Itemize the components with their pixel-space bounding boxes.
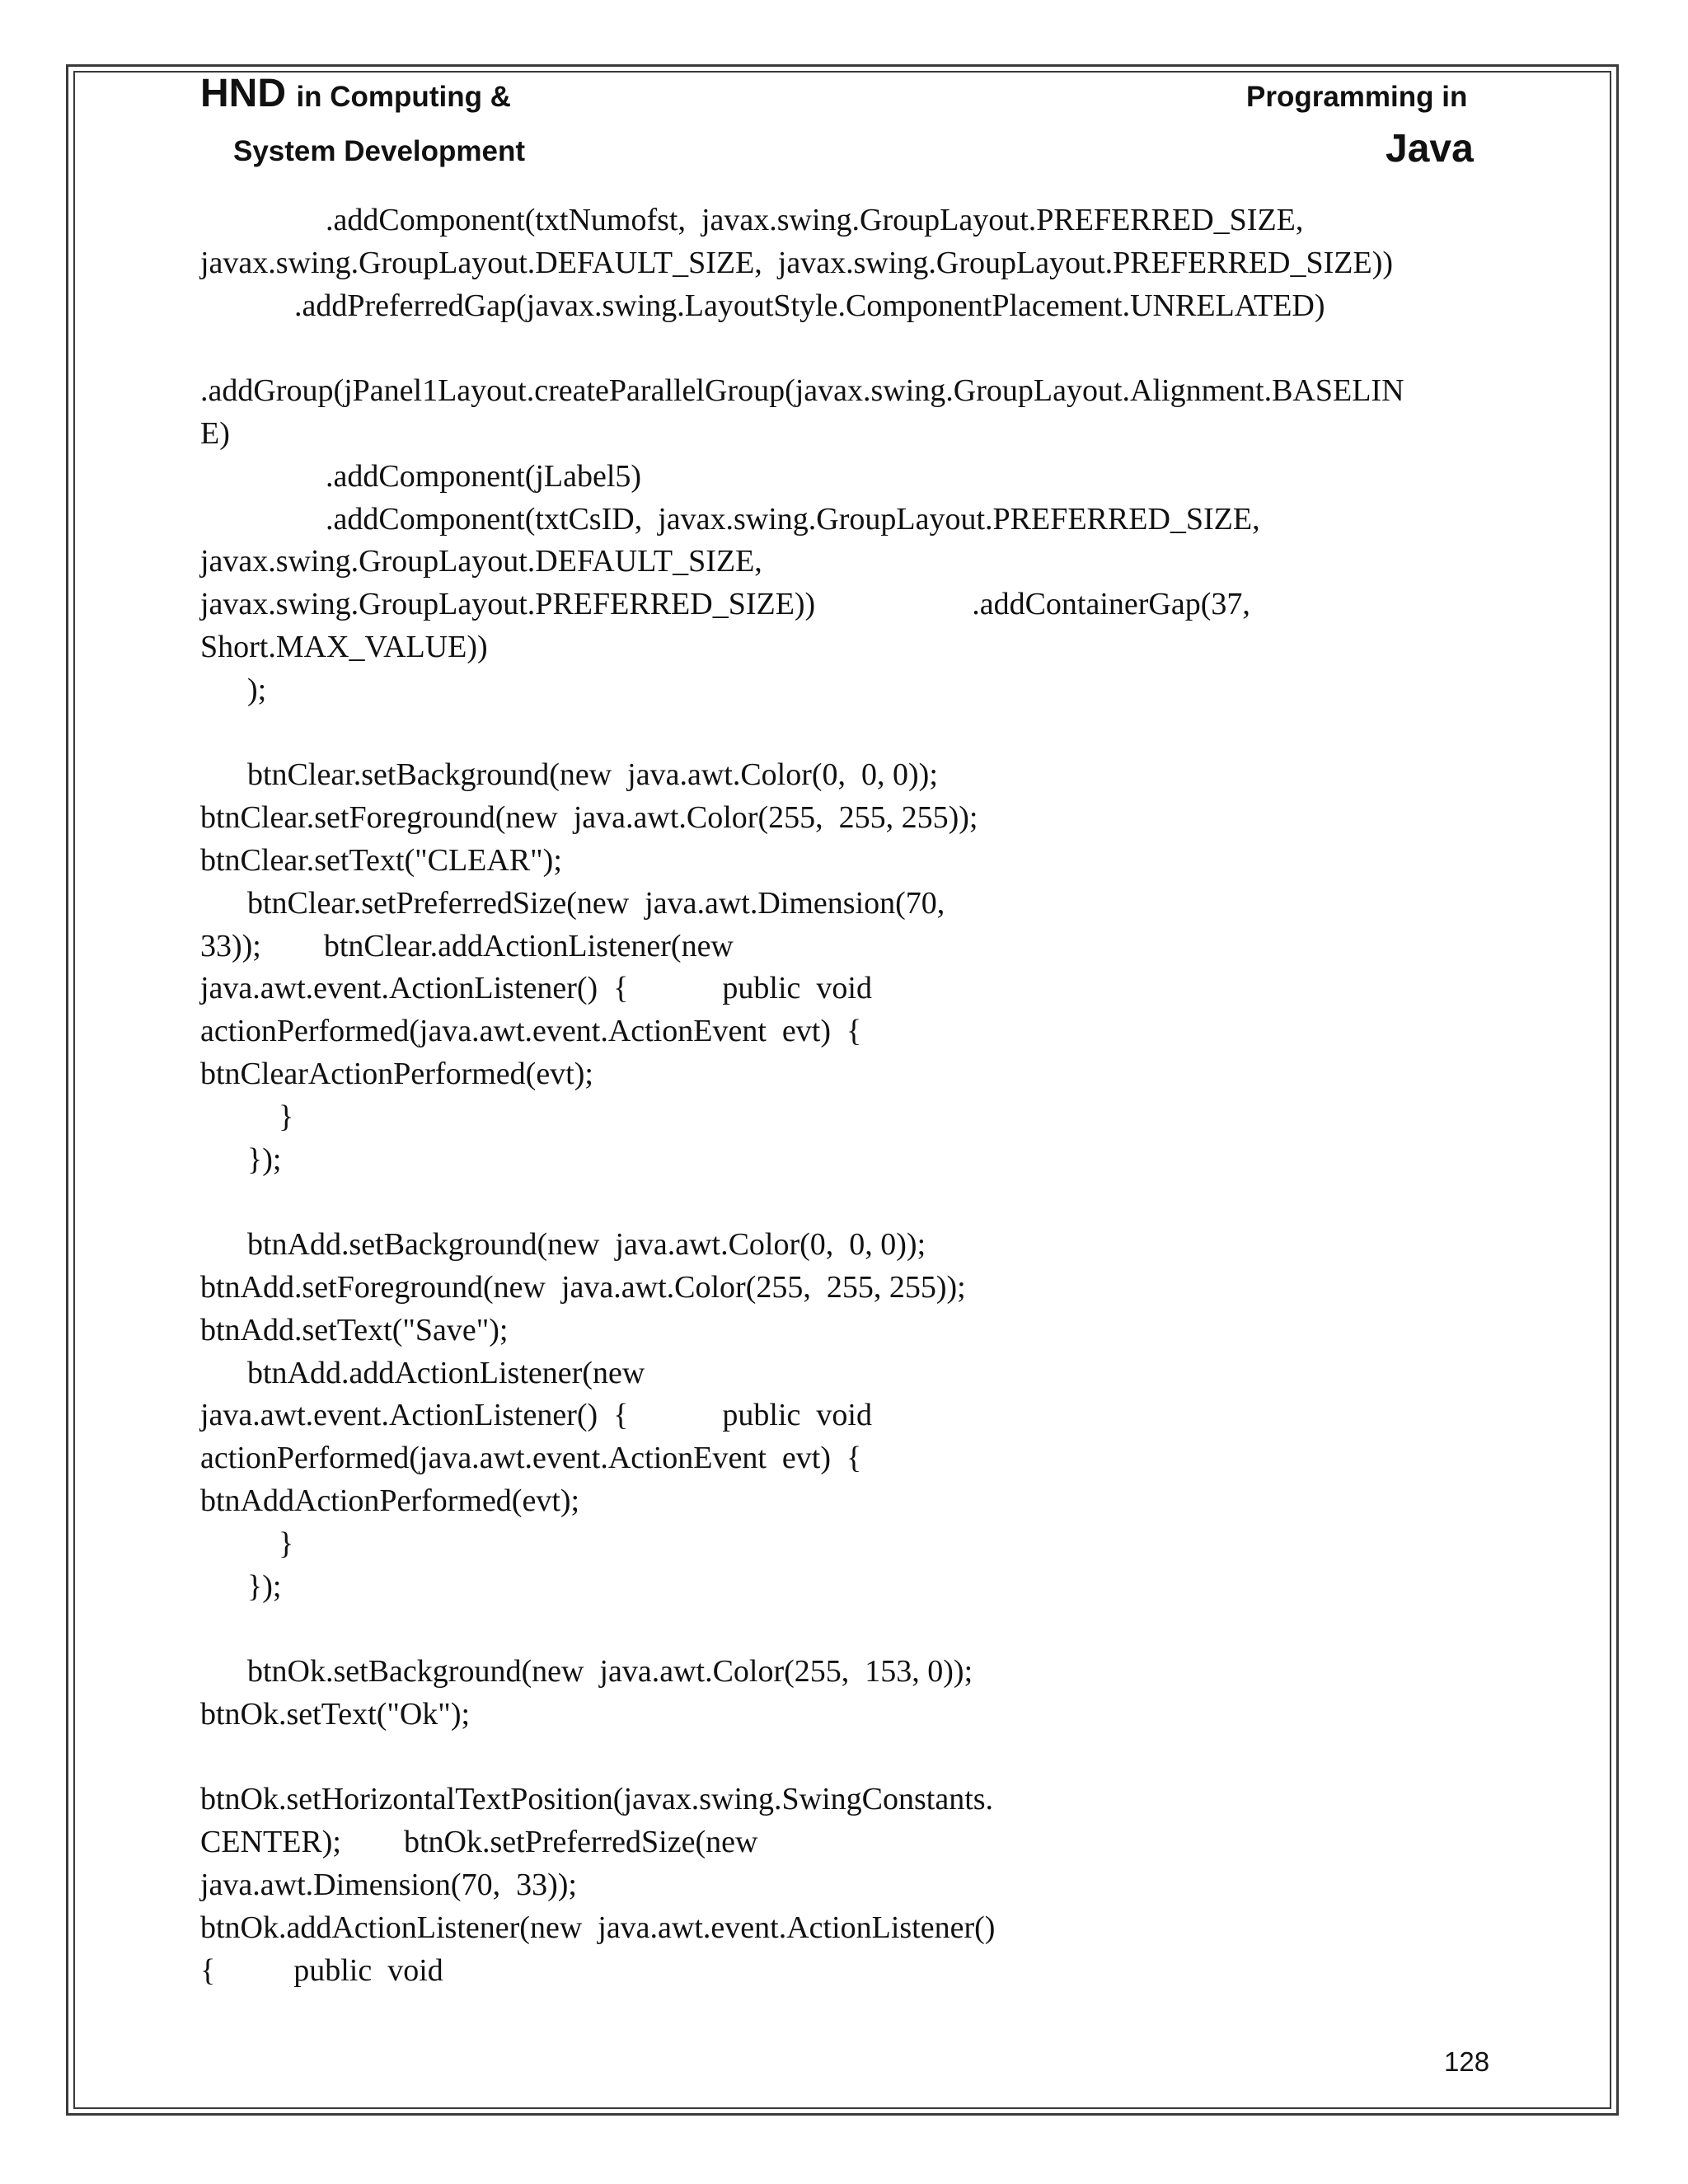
code-line: .addGroup(jPanel1Layout.createParallelGroup(javax.swing.GroupLayout.Alignment.BASELIN [200, 373, 1404, 409]
code-line: javax.swing.GroupLayout.PREFERRED_SIZE)) .addContainerGap(37, [200, 587, 1250, 622]
code-line [200, 327, 1486, 370]
code-line [200, 1608, 1486, 1651]
code-line: btnAdd.setForeground(new java.awt.Color(255, 255, 255)); [200, 1269, 966, 1305]
code-line: ); [200, 672, 267, 707]
code-line: btnClear.setForeground(new java.awt.Color(255, 255, 255)); [200, 800, 978, 836]
code-line [200, 1736, 1486, 1779]
code-line: } [200, 1526, 294, 1561]
page-number: 128 [1444, 2046, 1490, 2077]
code-listing [200, 199, 1486, 1992]
header-system-development: System Development [233, 135, 526, 167]
code-line: btnOk.setText("Ok"); [200, 1696, 471, 1732]
code-line: java.awt.event.ActionListener() { public void [200, 971, 872, 1006]
code-line: actionPerformed(java.awt.event.ActionEvent evt) { [200, 1014, 862, 1049]
code-line: btnAddActionPerformed(evt); [200, 1483, 580, 1518]
code-line: java.awt.Dimension(70, 33)); [200, 1868, 577, 1903]
code-line: { public void [200, 1952, 443, 1988]
header-hnd: HND [200, 72, 286, 115]
code-line: javax.swing.GroupLayout.DEFAULT_SIZE, javax.swing.GroupLayout.PREFERRED_SIZE)) [200, 245, 1394, 280]
code-line: btnAdd.setBackground(new java.awt.Color(0, 0, 0)); [200, 1227, 926, 1263]
code-line: java.awt.event.ActionListener() { public void [200, 1398, 872, 1433]
code-line: E) [200, 415, 230, 451]
code-line: btnClear.setText("CLEAR"); [200, 842, 562, 878]
code-line: } [200, 1099, 294, 1134]
header-left-line1 [200, 71, 511, 116]
code-line: Short.MAX_VALUE)) [200, 629, 488, 664]
code-line: btnClear.setPreferredSize(new java.awt.Dimension(70, [200, 885, 945, 921]
code-line: .addComponent(txtCsID, javax.swing.GroupLayout.PREFERRED_SIZE, [200, 501, 1260, 537]
header-java: Java [1386, 127, 1474, 171]
header-in-computing: in Computing & [296, 81, 511, 113]
code-line: btnClearActionPerformed(evt); [200, 1056, 593, 1091]
code-line: 33)); btnClear.addActionListener(new [200, 928, 734, 963]
code-line: btnOk.setBackground(new java.awt.Color(255, 153, 0)); [200, 1654, 973, 1690]
code-line: btnClear.setBackground(new java.awt.Color(0, 0, 0)); [200, 757, 938, 793]
code-line: }); [200, 1568, 282, 1604]
code-line: btnAdd.addActionListener(new [200, 1355, 645, 1390]
code-line: btnAdd.setText("Save"); [200, 1312, 509, 1347]
code-line: actionPerformed(java.awt.event.ActionEvent evt) { [200, 1441, 862, 1476]
code-line: .addComponent(txtNumofst, javax.swing.GroupLayout.PREFERRED_SIZE, [200, 203, 1304, 237]
code-line: CENTER); btnOk.setPreferredSize(new [200, 1825, 758, 1860]
code-line [200, 712, 1486, 755]
code-line: .addPreferredGap(javax.swing.LayoutStyle.ComponentPlacement.UNRELATED) [200, 288, 1325, 323]
code-line: btnOk.addActionListener(new java.awt.event.ActionListener() [200, 1910, 996, 1945]
code-line: javax.swing.GroupLayout.DEFAULT_SIZE, [200, 544, 762, 579]
code-line: btnOk.setHorizontalTextPosition(javax.swing.SwingConstants. [200, 1782, 994, 1817]
code-line [200, 1181, 1486, 1224]
header-programming-in: Programming in [1246, 81, 1468, 113]
code-line: .addComponent(jLabel5) [200, 458, 642, 494]
code-line: }); [200, 1141, 282, 1177]
